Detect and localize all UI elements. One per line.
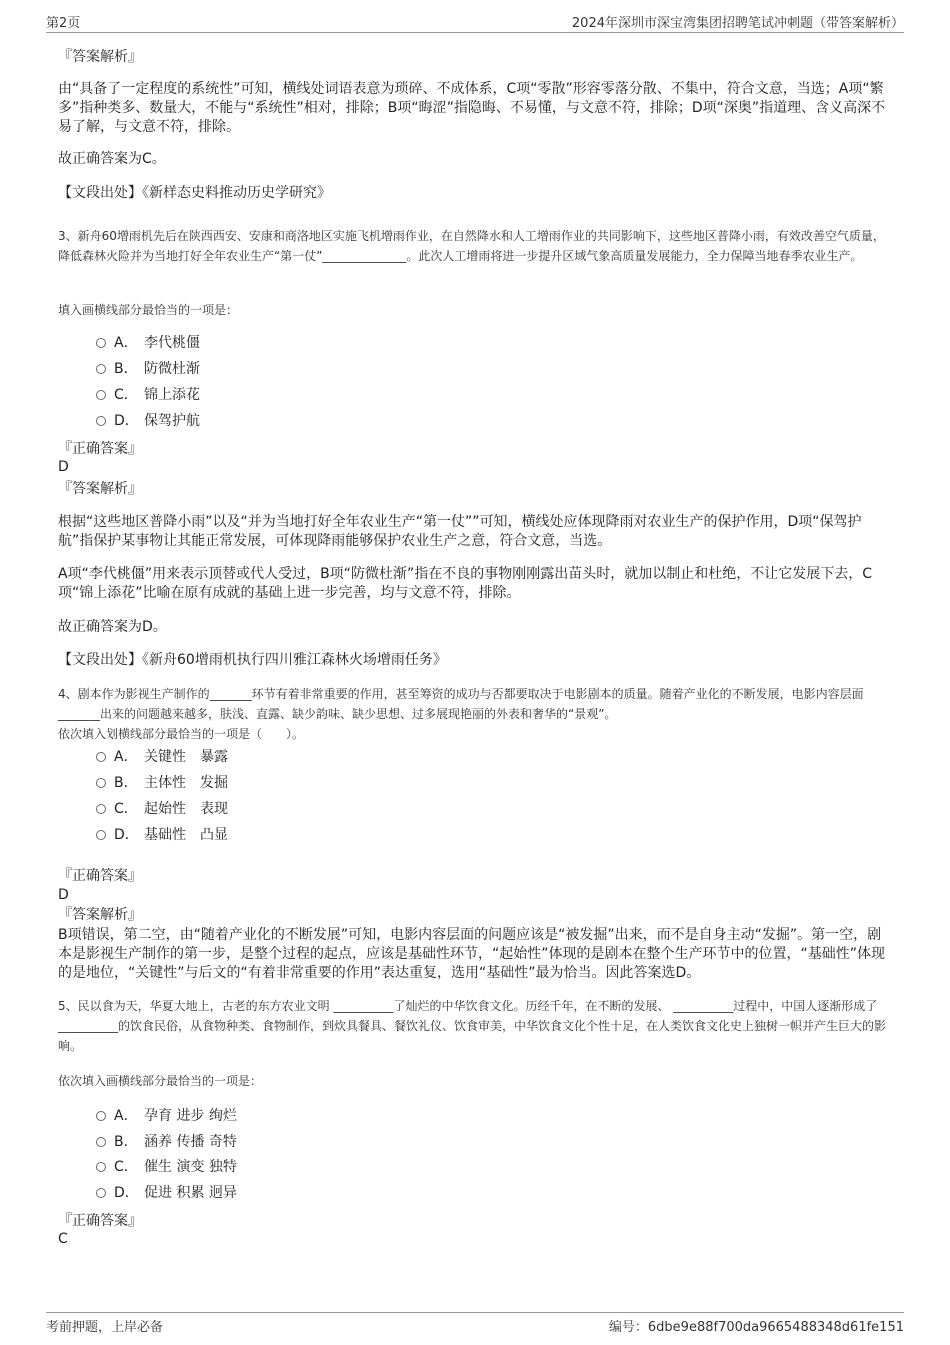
q5-option-a-text: 孕育 进步 绚烂 (144, 1108, 237, 1124)
q4-answer: D (58, 887, 69, 903)
footer-slogan: 考前押题，上岸必备 (46, 1320, 164, 1335)
q3-analysis-2: A项“李代桃僵”用来表示顶替或代人受过，B项“防微杜渐”指在不良的事物刚刚露出苗头时，就加以制止和杜绝，不让它发展下去，C项“锦上添花”比喻在原有成就的基础上进一步完善，均与文意不符，排除。 (58, 566, 872, 601)
q4-option-d[interactable]: D． 基础性 凸显 (96, 825, 228, 845)
q4-option-a-text: 关键性 暴露 (144, 749, 228, 765)
q3-option-a[interactable]: A． 李代桃僵 (96, 333, 200, 353)
q5-option-d[interactable]: D． 促进 积累 迥异 (96, 1183, 237, 1203)
document-title: 2024年深圳市深宝湾集团招聘笔试冲刺题（带答案解析） (571, 16, 904, 31)
q3-analysis-label: 『答案解析』 (58, 481, 142, 497)
q3-source: 【文段出处】《新舟60增雨机执行四川雅江森林火场增雨任务》 (58, 652, 447, 668)
q5-option-b-text: 涵养 传播 奇特 (144, 1134, 237, 1150)
q5-instruction: 依次填入画横线部分最恰当的一项是： (58, 1074, 263, 1088)
q5-option-c[interactable]: C． 催生 演变 独特 (96, 1157, 237, 1177)
radio-icon[interactable] (96, 364, 106, 374)
q3-option-d[interactable]: D． 保驾护航 (96, 411, 200, 431)
q3-option-c[interactable]: C． 锦上添花 (96, 385, 200, 405)
q3-answer-label: 『正确答案』 (58, 441, 142, 457)
q2-analysis: 由“具备了一定程度的系统性”可知，横线处词语表意为琐碎、不成体系，C项“零散”形容零落分散、不集中，符合文意，当选；A项“繁多”指种类多、数量大，不能与“系统性”相对，排除；B项“晦涩”指隐晦、不易懂，与文意不符，排除；D项“深奥”指道理、含义高深不易了解，与文意不符，排除。 (58, 81, 886, 135)
radio-icon[interactable] (96, 804, 106, 814)
q3-option-c-text: 锦上添花 (144, 387, 200, 403)
q3-analysis-1: 根据“这些地区普降小雨”以及“并为当地打好全年农业生产“第一仗””可知，横线处应体现降雨对农业生产的保护作用，D项“保驾护航”指保护某事物让其能正常发展，可体现降雨能够保护农业生产之意，符合文意，当选。 (58, 514, 862, 549)
q5-stem: 5、民以食为天，华夏大地上，古老的东方农业文明 __________了灿烂的中华饮食文化。历经千年，在不断的发展、 __________过程中，中国人逐渐形成了 __________的饮食民俗，从食物种类、食物制作，到炊具餐具、餐饮礼仪、饮食审美，中华饮食文化个性十足，在人类饮食文化史上独树一帜并产生巨大的影响。 (58, 999, 887, 1053)
page-header (46, 10, 904, 33)
q4-answer-label: 『正确答案』 (58, 868, 142, 884)
q5-option-d-text: 促进 积累 迥异 (144, 1185, 237, 1201)
q4-option-b-text: 主体性 发掘 (144, 775, 228, 791)
q4-option-d-text: 基础性 凸显 (144, 827, 228, 843)
q3-conclusion: 故正确答案为D。 (58, 619, 167, 635)
q4-analysis: B项错误，第二空，由“随着产业化的不断发展”可知，电影内容层面的问题应该是“被发掘”出来，而不是自身主动“发掘”。第一空，剧本是影视生产制作的第一步，是整个过程的起点，应该是基础性环节，“起始性”体现的是剧本在整个生产环节中的位置，“基础性”体现的是地位，“关键性”与后文的“有着非常重要的作用”表达重复，选用“基础性”最为恰当。因此答案选D。 (58, 927, 886, 981)
radio-icon[interactable] (96, 1137, 106, 1147)
page-footer (46, 1312, 904, 1337)
radio-icon[interactable] (96, 416, 106, 426)
q4-option-a[interactable]: A． 关键性 暴露 (96, 747, 228, 767)
q5-answer: C (58, 1231, 68, 1247)
q4-stem: 4、剧本作为影视生产制作的_______环节有着非常重要的作用，甚至筹资的成功与否都要取决于电影剧本的质量。随着产业化的不断发展，电影内容层面_______出来的问题越来越多，肤浅、直露、缺少韵味、缺少思想、过多展现艳丽的外表和奢华的“景观”。 (58, 687, 864, 721)
radio-icon[interactable] (96, 390, 106, 400)
q4-option-c[interactable]: C． 起始性 表现 (96, 799, 228, 819)
radio-icon[interactable] (96, 752, 106, 762)
radio-icon[interactable] (96, 830, 106, 840)
q2-source: 【文段出处】《新样态史料推动历史学研究》 (58, 185, 331, 201)
radio-icon[interactable] (96, 778, 106, 788)
q3-stem: 3、新舟60增雨机先后在陕西西安、安康和商洛地区实施飞机增雨作业，在自然降水和人工增雨作业的共同影响下，这些地区普降小雨，有效改善空气质量，降低森林火险并为当地打好全年农业生产“第一仗”______________。此次人工增雨将进一步提升区域气象高质量发展能力，全力保障当地春季农业生产。 (58, 229, 885, 263)
footer-id: 编号：6dbe9e88f700da9665488348d61fe151 (608, 1320, 904, 1335)
radio-icon[interactable] (96, 338, 106, 348)
q3-option-d-text: 保驾护航 (144, 413, 200, 429)
radio-icon[interactable] (96, 1188, 106, 1198)
q5-answer-label: 『正确答案』 (58, 1213, 142, 1229)
q2-analysis-label: 『答案解析』 (58, 49, 142, 65)
q3-option-b-text: 防微杜渐 (144, 361, 200, 377)
q4-option-c-text: 起始性 表现 (144, 801, 228, 817)
q4-analysis-label: 『答案解析』 (58, 907, 142, 923)
radio-icon[interactable] (96, 1111, 106, 1121)
q4-instruction: 依次填入划横线部分最恰当的一项是（ ）。 (58, 727, 305, 741)
q5-option-c-text: 催生 演变 独特 (144, 1159, 237, 1175)
q3-answer: D (58, 459, 69, 475)
q5-option-a[interactable]: A． 孕育 进步 绚烂 (96, 1106, 237, 1126)
q3-option-b[interactable]: B． 防微杜渐 (96, 359, 200, 379)
q3-option-a-text: 李代桃僵 (144, 335, 200, 351)
page-number: 第2页 (46, 16, 81, 31)
q3-instruction: 填入画横线部分最恰当的一项是： (58, 303, 239, 317)
radio-icon[interactable] (96, 1162, 106, 1172)
q2-conclusion: 故正确答案为C。 (58, 151, 166, 167)
q5-option-b[interactable]: B． 涵养 传播 奇特 (96, 1132, 237, 1152)
q4-option-b[interactable]: B． 主体性 发掘 (96, 773, 228, 793)
